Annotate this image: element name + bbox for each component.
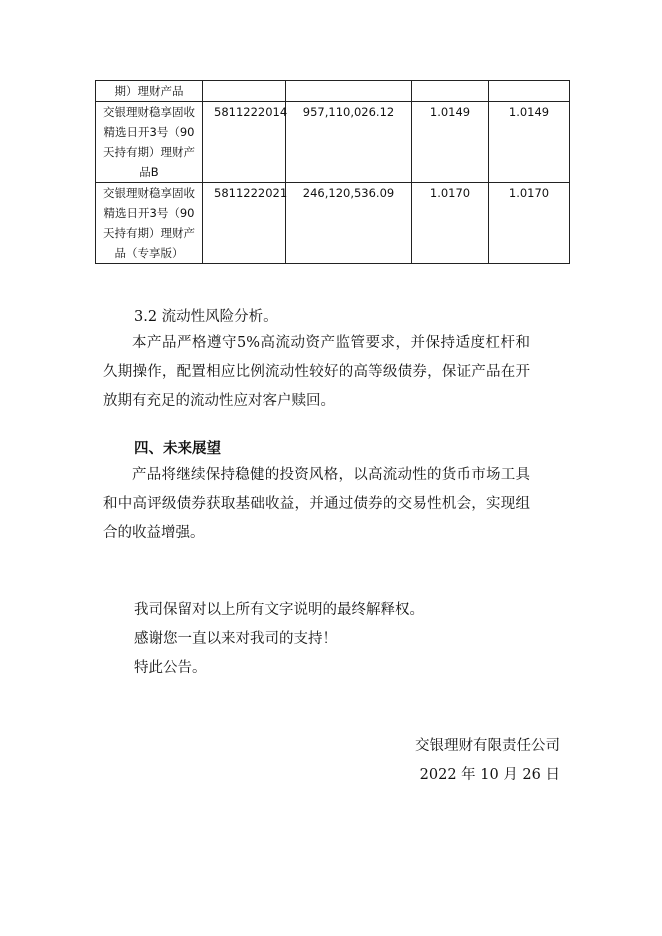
product-nav-table [95, 80, 570, 264]
cumulative-nav-cell: 1.0170 [489, 183, 570, 264]
product-code-cell: 5811222021 [203, 183, 286, 264]
closing-line-1: 我司保留对以上所有文字说明的最终解释权。 [134, 602, 424, 618]
table-row [96, 183, 570, 264]
shares-cell: 957,110,026.12 [286, 102, 412, 183]
closing-line-2: 感谢您一直以来对我司的支持！ [134, 631, 337, 647]
section-3-2-body: 本产品严格遵守5%高流动资产监管要求，并保持适度杠杆和久期操作，配置相应比例流动性较好的高等级债券，保证产品在开放期有充足的流动性应对客户赎回。 [103, 335, 530, 409]
closing-line-3: 特此公告。 [134, 660, 207, 676]
table-row [96, 81, 570, 102]
section-3-2-title: 3.2 流动性风险分析。 [134, 309, 278, 325]
nav-cell: 1.0170 [412, 183, 489, 264]
section-4-body: 产品将继续保持稳健的投资风格，以高流动性的货币市场工具和中高评级债券获取基础收益，并通过债券的交易性机会，实现组合的收益增强。 [103, 467, 530, 541]
nav-cell: 1.0149 [412, 102, 489, 183]
nav-cell [412, 81, 489, 102]
table-row [96, 102, 570, 183]
section-4-title: 四、未来展望 [134, 441, 221, 457]
product-name-cell: 交银理财稳享固收精选日开3号（90天持有期）理财产品B [96, 102, 203, 183]
signature-date: 2022 年 10 月 26 日 [419, 767, 560, 783]
product-name-cell: 交银理财稳享固收精选日开3号（90天持有期）理财产品（专享版） [96, 183, 203, 264]
product-code-cell [203, 81, 286, 102]
shares-cell [286, 81, 412, 102]
signature-company: 交银理财有限责任公司 [415, 738, 560, 754]
cumulative-nav-cell: 1.0149 [489, 102, 570, 183]
cumulative-nav-cell [489, 81, 570, 102]
product-name-cell: 期）理财产品 [96, 81, 203, 102]
shares-cell: 246,120,536.09 [286, 183, 412, 264]
product-code-cell: 5811222014 [203, 102, 286, 183]
